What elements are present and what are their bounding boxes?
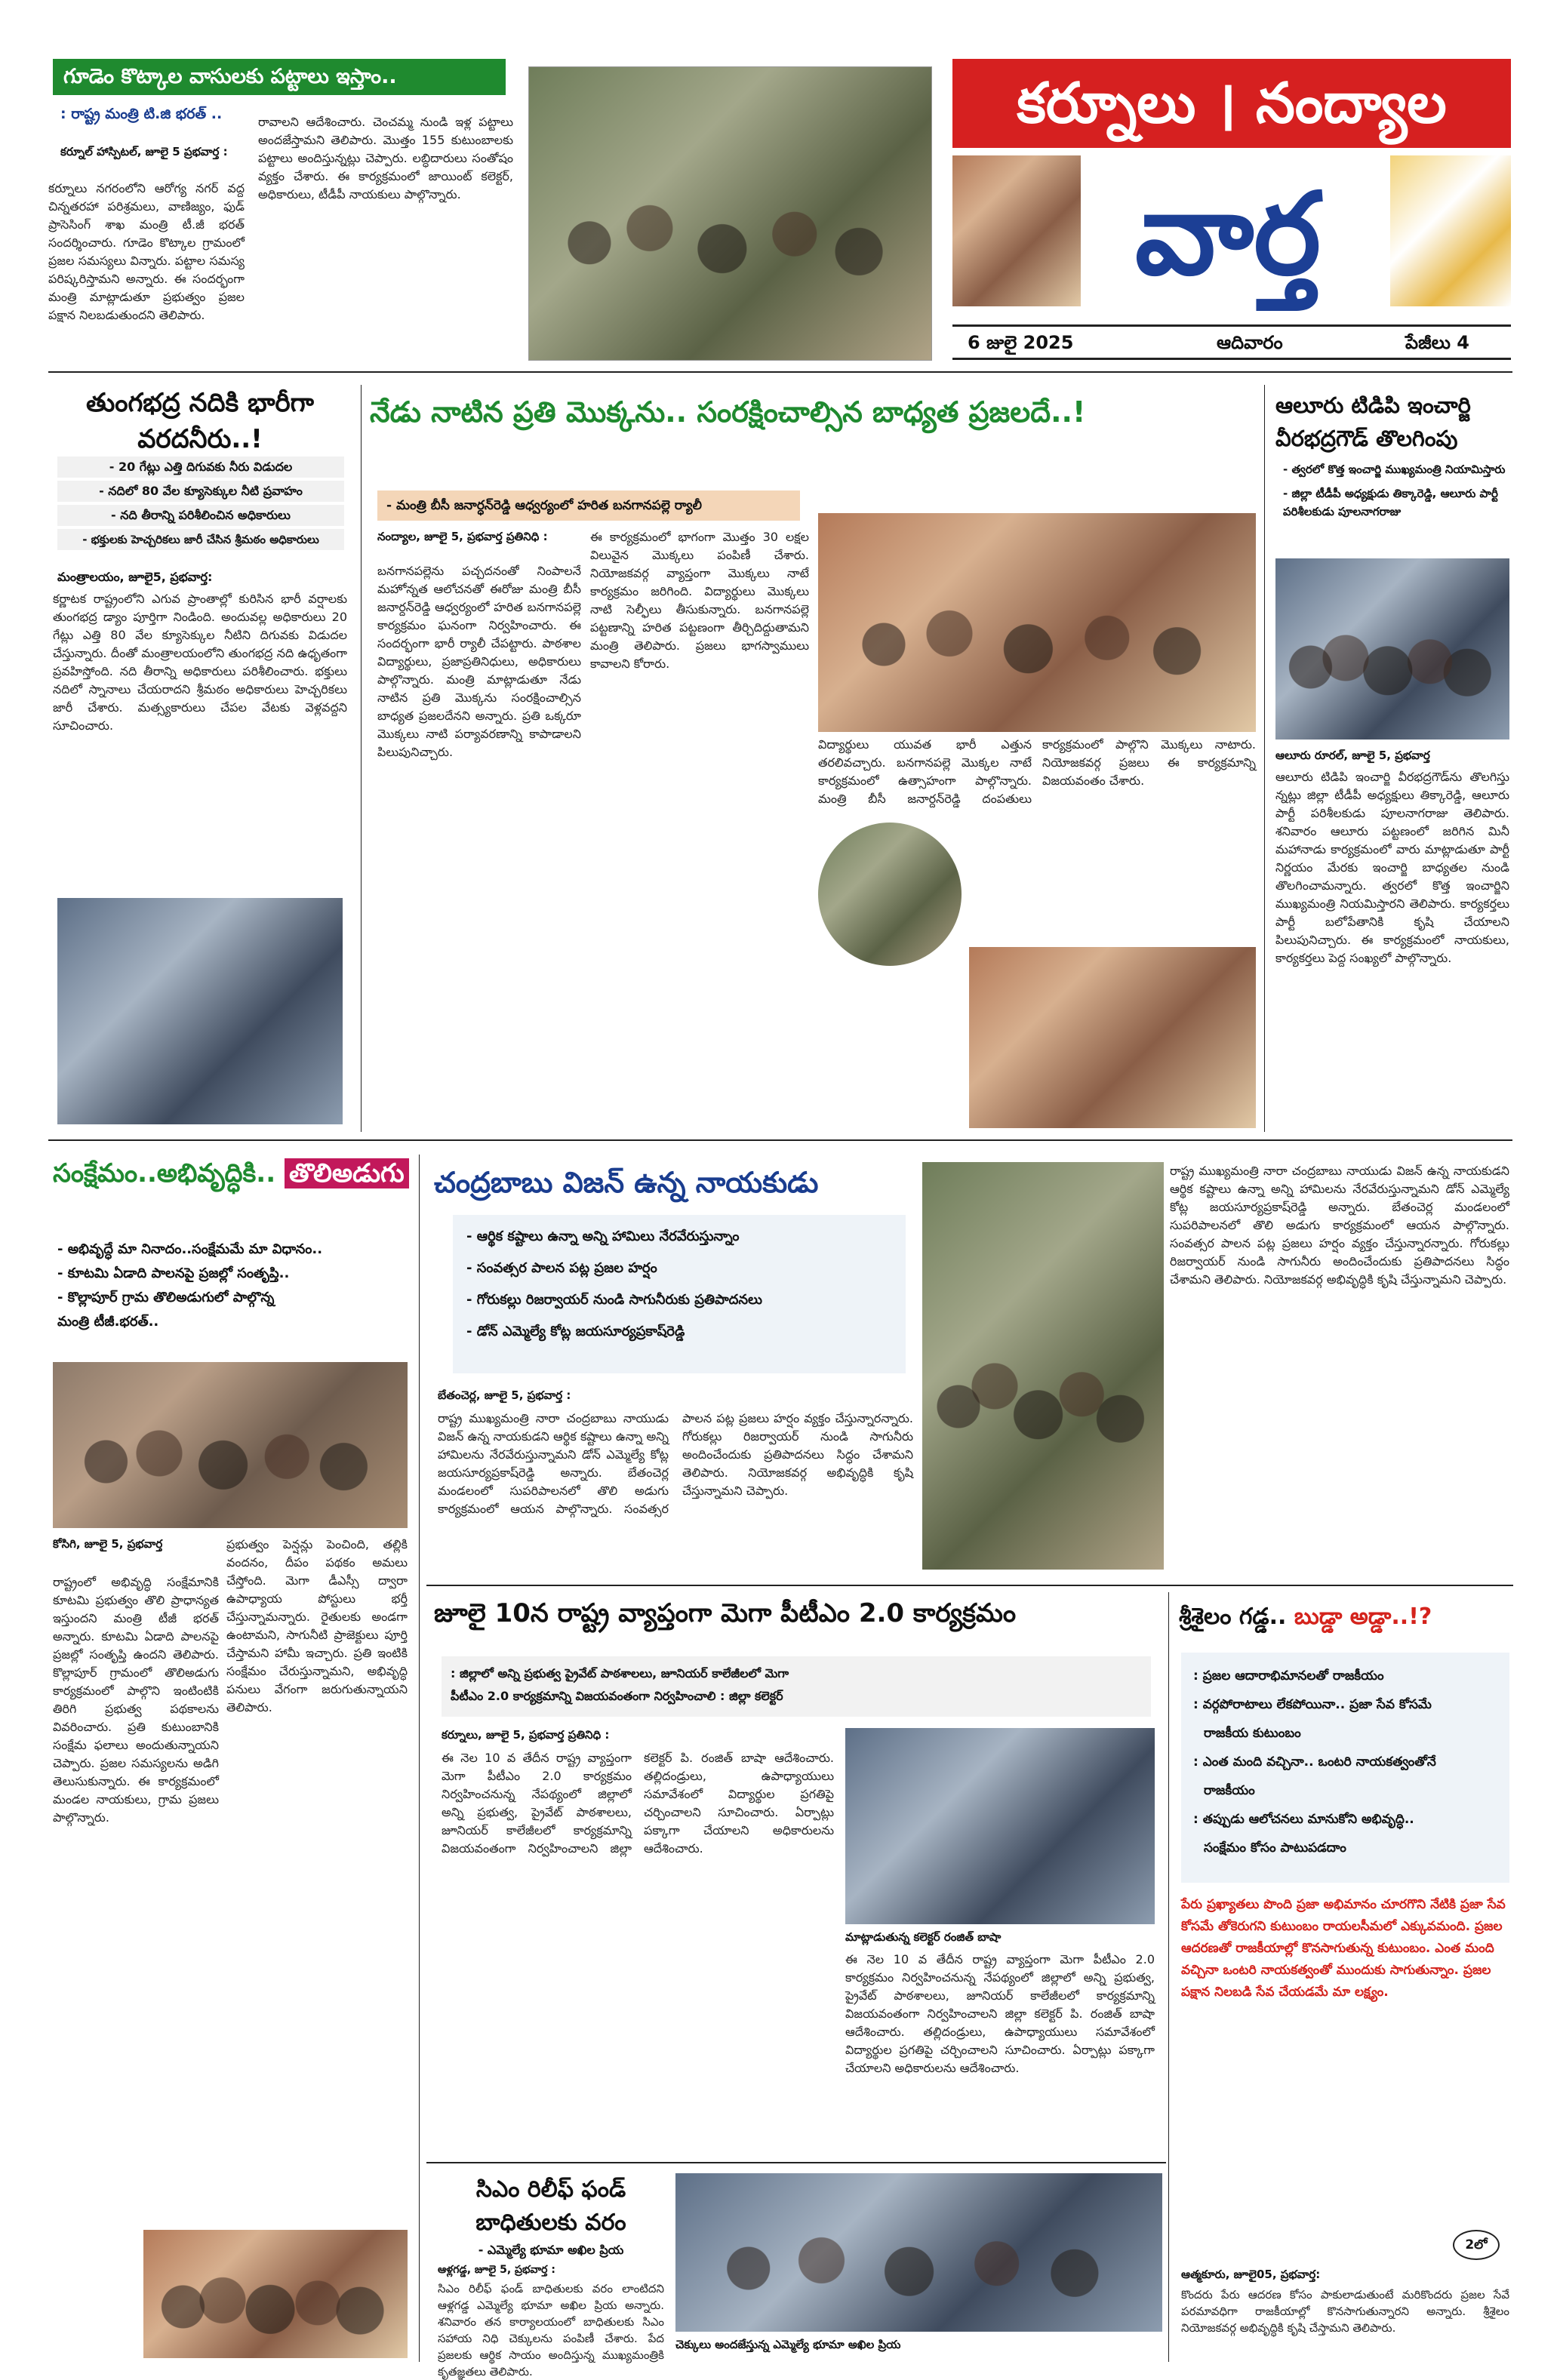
story1-headline: గూడెం కొట్కాల వాసులకు పట్టాలు ఇస్తాం.. [63,65,397,88]
story8-headline-b: బుడ్డా అడ్డా..!? [1294,1604,1432,1630]
story9-dateline: ఆళ్లగడ్డ, జూలై 5, ప్రభవార్త : [438,2264,555,2276]
row3-divider [426,1585,1513,1586]
story6-point: - గోరుకల్లు రిజర్వాయర్ నుండి సాగునీరుకు ప్రతిపాదనలు [466,1292,762,1308]
story5-crowd-photo [53,1362,408,1528]
row2-divider [48,1139,1512,1141]
story4-point: - త్వరలో కొత్త ఇంచార్జి ముఖ్యమంత్రి నియామిస్తారు [1283,463,1506,476]
masthead-fort-image [952,155,1081,306]
story5-body2: ప్రభుత్వం పెన్షన్లు పెంచింది, తల్లికి వందనం, దీపం పథకం అమలు చేస్తోంది. మెగా డీఎస్సీ ద్వారా ఉపాధ్యాయ పోస్టులు భర్తీ చేస్తున్నామన్నారు. రైతులకు అండగా ఉంటామని, సాగునీటి ప్రాజెక్టులు పూర్తి చేస్తామని హామీ ఇచ్చారు. ప్రతి ఇంటికి సంక్షేమం చేరుస్తున్నామని, అభివృద్ధి పనులు వేగంగా జరుగుతున్నాయని తెలిపారు. [226,1537,408,1714]
story3-body: బనగానపల్లెను పచ్చదనంతో నింపాలనే మహోన్నత ఆలోచనతో ఈరోజు మంత్రి బీసీ జనార్దన్‌రెడ్డి ఆధ్వర్యంలో హరిత బనగానపల్లె కార్యక్రమం ఘనంగా నిర్వహించారు. ఈ సందర్భంగా భారీ ర్యాలీ చేపట్టారు. పాఠశాల విద్యార్థులు, ప్రజాప్రతినిధులు, అధికారులు పాల్గొన్నారు. మంత్రి మాట్లాడుతూ నేడు నాటిన ప్రతి మొక్కను సంరక్షించాల్సిన బాధ్యత ప్రజలదేనని అన్నారు. ప్రతి ఒక్కరూ మొక్కలు నాటి పర్యావరణాన్ని కాపాడాలని పిలుపునిచ్చారు. [377,564,581,759]
story3-students-photo [818,823,962,966]
story1-dateline: కర్నూల్ హాస్పిటల్, జూలై 5 ప్రభవార్త : [60,145,228,158]
masthead-day: ఆదివారం [1217,332,1283,353]
masthead-page: పేజీలు 4 [1405,332,1469,353]
story3-crowd-photo [818,513,1256,732]
story2-headline [53,385,347,457]
masthead-rule [952,324,1511,327]
story4-headline-line2: వీరభద్రగౌడ్ తొలగింపు [1275,426,1458,451]
story3-dateline: నంద్యాల, జూలై 5, ప్రభవార్త ప్రతినిధి : [377,530,548,543]
story4-dateline: ఆలూరు రూరల్, జూలై 5, ప్రభవార్త [1275,749,1430,762]
story9-sub: - ఎమ్మెల్యే భూమా అఖిల ప్రియ [478,2243,624,2257]
col-divider-1 [361,385,362,1132]
masthead-nandi-image [1390,155,1511,306]
story2-point: - భక్తులకు హెచ్చరికలు జారీ చేసిన శ్రీమఠం అధికారులు [57,529,344,550]
story8-point: : ఎంత మంది వచ్చినా.. ఒంటరి నాయకత్వంతోనే [1193,1754,1436,1770]
story8-point: : ప్రజల ఆదారాభిమానలతో రాజకీయం [1193,1668,1384,1684]
col-divider-2 [1264,385,1265,1132]
masthead [952,59,1511,361]
story1-body-left: కర్నూలు నగరంలోని ఆరోగ్య నగర్ వద్ద చిన్నతరహా పరిశ్రమలు, వాణిజ్యం, ఫుడ్ ప్రాసెసింగ్ శాఖ మంత్రి టీ.జీ భరత్ సందర్శించారు. గూడెం కొట్కాల గ్రామంలో ప్రజల సమస్యలు విన్నారు. పట్టాల సమస్య పరిష్కరిస్తామని అన్నారు. ఈ సందర్భంగా మంత్రి మాట్లాడుతూ ప్రభుత్వం ప్రజల పక్షాన నిలబడుతుందని తెలిపారు. [48,181,245,322]
story1-crowd-photo [528,66,932,361]
story7-headline: జూలై 10న రాష్ట్ర వ్యాప్తంగా మెగా పీటీఎం 2.0 కార్యక్రమం [434,1598,1017,1628]
story2-headline-line1: తుంగభద్ర నదికి భారీగా [86,388,314,418]
story8-headline-a: శ్రీశైలం గడ్డ.. [1179,1604,1287,1630]
story9-body: సిఎం రిలీఫ్ ఫండ్ బాధితులకు వరం లాంటిదని ఆళ్లగడ్డ ఎమ్మెల్యే భూమా అఖిల ప్రియ అన్నారు. శనివారం తన కార్యాలయంలో బాధితులకు సిఎం సహాయ నిధి చెక్కులను పంపిణీ చేశారు. పేద ప్రజలకు ఆర్థిక సాయం అందిస్తున్న ముఖ్యమంత్రికి కృతజ్ఞతలు తెలిపారు. [438,2282,664,2378]
story2-headline-line2: వరదనీరు..! [137,424,263,454]
story8-body: కొందరు పేరు ఆదరణ కోసం పాకులాడుతుంటే మరికొందరు ప్రజల సేవే పరమావధిగా రాజకీయాల్లో కొనసాగుతున్నారని అన్నారు. శ్రీశైలం నియోజకవర్గ అభివృద్ధికి కృషి చేస్తామని తెలిపారు. [1181,2288,1509,2335]
story3-minister-photo [969,947,1256,1128]
story8-point: : వర్గపోరాటాలు లేకపోయినా.. ప్రజా సేవ కోసమే [1193,1697,1432,1712]
story1-headline-bar [53,59,506,95]
story5-minister-photo [143,2230,408,2358]
story1-body-right: రావాలని ఆదేశించారు. చెంచమ్మ నుండి ఇళ్ల పట్టాలు అందజేస్తామని తెలిపారు. మొత్తం 155 కుటుంబాలకు పట్టాలు అందిస్తున్నట్లు చెప్పారు. లబ్ధిదారులు సంతోషం వ్యక్తం చేశారు. ఈ కార్యక్రమంలో జాయింట్ కలెక్టర్, అధికారులు, టీడీపీ నాయకులు పాల్గొన్నారు. [258,115,513,201]
story8-quote: పేరు ప్రఖ్యాతలు పొంది ప్రజా అభిమానం చూరగొని నేటికి ప్రజా సేవ కోసమే తోకెరుగని కుటుంబం రాయలసీమలో ఎక్కువమంది. ప్రజల ఆదరణతో రాజకీయాల్లో కొనసాగుతున్న కుటుంబం. ఎంత మంది వచ్చినా ఒంటరి నాయకత్వంతో ముందుకు సాగుతున్నాం. ప్రజల పక్షాన నిలబడి సేవ చేయడమే మా లక్ష్యం. [1181,1897,1506,2000]
story3-headline: నేడు నాటిన ప్రతి మొక్కను.. సంరక్షించాల్సిన బాధ్యత ప్రజలదే..! [370,395,1086,429]
row4-divider [426,2162,1166,2163]
story8-point: సంక్షేమం కోసం పాటుపడదాం [1204,1840,1346,1856]
story3-sub: - మంత్రి బీసీ జనార్ధన్‌రెడ్డి ఆధ్వర్యంలో హరిత బనగానపల్లె ర్యాలీ [386,498,702,513]
masthead-region: కర్నూలు । నంద్యాల [1017,71,1447,136]
story3-sub-bar [377,490,800,521]
story6-point: - డోన్ ఎమ్మెల్యే కోట్ల జయసూర్యప్రకాష్‌రెడ్డి [466,1324,685,1339]
story7-sub2: పీటీఎం 2.0 కార్యక్రమాన్ని విజయవంతంగా నిర్వహించాలి : జిల్లా కలెక్టర్ [451,1689,783,1703]
story5-point: మంత్రి టీజీ.భరత్.. [57,1314,159,1330]
story4-points [1283,460,1509,521]
story6-photo [922,1162,1164,1570]
story9-caption: చెక్కులు అందజేస్తున్న ఎమ్మెల్యే భూమా అఖిల ప్రియ [675,2338,901,2351]
story7-body2: ఈ నెల 10 వ తేదీన రాష్ట్ర వ్యాప్తంగా మెగా పీటీఎం 2.0 కార్యక్రమం నిర్వహించనున్న నేపథ్యంలో జిల్లాలో అన్ని ప్రభుత్వ, ప్రైవేట్ పాఠశాలలు, జూనియర్ కాలేజీలలో కార్యక్రమాన్ని విజయవంతంగా నిర్వహించాలని జిల్లా కలెక్టర్ పి. రంజిత్ బాషా ఆదేశించారు. తల్లిదండ్రులు, ఉపాధ్యాయులు సమావేశంలో విద్యార్థుల ప్రగతిపై చర్చించాలని సూచించారు. ఏర్పాట్లు పక్కాగా చేయాలని అధికారులను ఆదేశించారు. [845,1952,1155,2075]
story9-headline [438,2173,664,2261]
story9-headline-line1: సిఎం రిలీఫ్ ఫండ్ [475,2176,626,2203]
masthead-paper-name: వార్త [1134,169,1322,300]
story9-photo [675,2173,1162,2332]
story4-body: ఆలూరు టిడిపి ఇంచార్జి వీరభద్రగౌడ్‌ను తొలగిస్తు న్నట్లు జిల్లా టీడీపీ అధ్యక్షులు తిక్కారెడ్డి, ఆలూరు పార్టీ పరిశీలకుడు పూలనాగరాజు తెలిపారు. శనివారం ఆలూరు పట్టణంలో జరిగిన మినీ మహానాడు కార్యక్రమంలో వారు మాట్లాడుతూ పార్టీ నిర్ణయం మేరకు ఇంచార్జి బాధ్యతల నుండి తొలగించామన్నారు. త్వరలో కొత్త ఇంచార్జిని ముఖ్యమంత్రి నియమిస్తారని తెలిపారు. కార్యకర్తలు పార్టీ బలోపేతానికి కృషి చేయాలని పిలుపునిచ్చారు. ఈ కార్యక్రమంలో నాయకులు, కార్యకర్తలు పెద్ద సంఖ్యలో పాల్గొన్నారు. [1275,770,1509,965]
story5-points [57,1238,389,1334]
story8-points [1181,1653,1509,1883]
story6-point: - ఆర్థిక కష్టాలు ఉన్నా అన్ని హామిలు నేరవేరుస్తున్నాం [466,1228,740,1244]
story6-dateline: బేతంచెర్ల, జూలై 5, ప్రభవార్త : [438,1388,571,1402]
masthead-region-bar [952,59,1511,148]
col-divider-4 [1168,1592,1169,2362]
story9-headline-line2: బాధితులకు వరం [475,2209,626,2236]
story2-body: కర్ణాటక రాష్ట్రంలోని ఎగువ ప్రాంతాల్లో కురిసిన భారీ వర్షాలకు తుంగభద్ర డ్యాం పూర్తిగా నిండింది. అందువల్ల అధికారులు 20 గేట్లు ఎత్తి 80 వేల క్యూసెక్కుల నీటిని దిగువకు విడుదల చేస్తున్నారు. దీంతో మంత్రాలయంలోని తుంగభద్ర నది ఉధృతంగా ప్రవహిస్తోంది. నది తీరాన్ని అధికారులు పరిశీలించారు. భక్తులు నదిలో స్నానాలు చేయరాదని శ్రీమఠం అధికారులు హెచ్చరికలు జారీ చేశారు. మత్స్యకారులు చేపల వేటకు వెళ్లవద్దని సూచించారు. [53,592,347,733]
story5-headline-a: సంక్షేమం..అభివృద్ధికి.. [53,1158,276,1188]
story5-point: - కూటమి ఏడాది పాలనపై ప్రజల్లో సంతృప్తి.. [57,1265,290,1281]
masthead-rule-bottom [952,358,1511,360]
story8-point: రాజకీయ కుటుంబం [1204,1726,1301,1741]
masthead-date: 6 జులై 2025 [968,332,1074,353]
col-divider-3 [419,1155,420,2362]
story2-point: - నదిలో 80 వేల క్యూసెక్కుల నీటి ప్రవాహం [57,481,344,502]
story5-point: - అభివృద్ధే మా నినాదం..సంక్షేమమే మా విధానం.. [57,1241,323,1257]
story7-caption: మాట్లాడుతున్న కలెక్టర్ రంజిత్ బాషా [845,1930,1002,1944]
story2-points [57,457,344,550]
story7-sub-box [442,1656,1151,1717]
story6-headline: చంద్రబాబు విజన్ ఉన్న నాయకుడు [434,1166,819,1199]
story2-dateline: మంత్రాలయం, జూలై5, ప్రభవార్త: [57,570,213,584]
story8-dateline: ఆత్మకూరు, జూలై05, ప్రభవార్త: [1181,2268,1321,2281]
story5-point: - కొల్లాపూర్ గ్రామ తొలిఅడుగులో పాల్గొన్న [57,1290,275,1305]
story7-collector-photo [845,1728,1155,1924]
story4-headline [1275,389,1517,455]
row1-divider [48,371,1512,373]
story8-badge: 2లో [1453,2230,1500,2260]
story6-body-right: రాష్ట్ర ముఖ్యమంత్రి నారా చంద్రబాబు నాయుడు విజన్ ఉన్న నాయకుడని ఆర్థిక కష్టాలు ఉన్నా అన్ని హామిలను నేరవేరుస్తున్నామని డోన్ ఎమ్మెల్యే కోట్ల జయసూర్యప్రకాష్‌రెడ్డి అన్నారు. బేతంచెర్ల మండలంలో సుపరిపాలనలో తొలి అడుగు కార్యక్రమంలో ఆయన పాల్గొన్నారు. సంవత్సర పాలన పట్ల ప్రజలు హర్షం వ్యక్తం చేస్తున్నారన్నారు. గోరుకల్లు రిజర్వాయర్ నుండి సాగునీరు అందించేందుకు ప్రతిపాదనలు సిద్ధం చేశామని తెలిపారు. నియోజకవర్గ అభివృద్ధికి కృషి చేస్తున్నామని చెప్పారు. [1170,1164,1509,1287]
story4-headline-line1: ఆలూరు టిడిపి ఇంచార్జి [1275,392,1471,418]
story8-point: : తప్పుడు ఆలోచనలు మానుకోని అభివృద్ధి.. [1193,1812,1414,1827]
story1-sub: : రాష్ట్ర మంత్రి టి.జి భరత్ .. [60,106,223,122]
story6-points [453,1215,906,1373]
story7-dateline: కర్నూలు, జూలై 5, ప్రభవార్త ప్రతినిధి : [442,1728,610,1742]
story5-dateline: కోసిగి, జూలై 5, ప్రభవార్త [53,1537,163,1551]
story3-body3: విద్యార్థులు యువత భారీ ఎత్తున తరలివచ్చారు. బనగానపల్లె మొక్కల నాటే కార్యక్రమంలో ఉత్సాహంగా పాల్గొన్నారు. మంత్రి బీసీ జనార్దన్‌రెడ్డి దంపతులు కార్యక్రమంలో పాల్గొని మొక్కలు నాటారు. నియోజకవర్గ ప్రజలు ఈ కార్యక్రమాన్ని విజయవంతం చేశారు. [818,737,1256,806]
story2-point: - 20 గేట్లు ఎత్తి దిగువకు నీరు విడుదల [57,457,344,478]
story5-body: రాష్ట్రంలో అభివృద్ధి సంక్షేమానికి కూటమి ప్రభుత్వం తొలి ప్రాధాన్యత ఇస్తుందని మంత్రి టీజీ భరత్ అన్నారు. కూటమి ఏడాది పాలనపై ప్రజల్లో సంతృప్తి ఉందని తెలిపారు. కొల్లాపూర్ గ్రామంలో తొలిఅడుగు కార్యక్రమంలో పాల్గొని ఇంటింటికి తిరిగి ప్రభుత్వ పథకాలను వివరించారు. ప్రతి కుటుంబానికి సంక్షేమ ఫలాలు అందుతున్నాయని చెప్పారు. ప్రజల సమస్యలను అడిగి తెలుసుకున్నారు. ఈ కార్యక్రమంలో మండల నాయకులు, గ్రామ ప్రజలు పాల్గొన్నారు. [53,1575,219,1825]
story5-headline [53,1155,445,1192]
story6-point: - సంవత్సర పాలన పట్ల ప్రజల హర్షం [466,1260,657,1276]
story6-body: రాష్ట్ర ముఖ్యమంత్రి నారా చంద్రబాబు నాయుడు విజన్ ఉన్న నాయకుడని ఆర్థిక కష్టాలు ఉన్నా అన్ని హామిలను నేరవేరుస్తున్నామని డోన్ ఎమ్మెల్యే కోట్ల జయసూర్యప్రకాష్‌రెడ్డి అన్నారు. బేతంచెర్ల మండలంలో సుపరిపాలనలో తొలి అడుగు కార్యక్రమంలో ఆయన పాల్గొన్నారు. సంవత్సర పాలన పట్ల ప్రజలు హర్షం వ్యక్తం చేస్తున్నారన్నారు. గోరుకల్లు రిజర్వాయర్ నుండి సాగునీరు అందించేందుకు ప్రతిపాదనలు సిద్ధం చేశామని తెలిపారు. నియోజకవర్గ అభివృద్ధికి కృషి చేస్తున్నామని చెప్పారు. [438,1411,913,1516]
story2-point: - నది తీరాన్ని పరిశీలించిన అధికారులు [57,505,344,526]
story5-headline-b: తొలిఅడుగు [285,1158,409,1188]
story7-sub1: : జిల్లాలో అన్ని ప్రభుత్వ ప్రైవేట్ పాఠశాలలు, జూనియర్ కాలేజీలలో మెగా [451,1666,789,1680]
story4-point: - జిల్లా టీడీపీ అధ్యక్షుడు తిక్కారెడ్డి, ఆలూరు పార్టీ పరిశీలకుడు పూలనాగరాజు [1283,487,1498,518]
story3-body2: ఈ కార్యక్రమంలో భాగంగా మొత్తం 30 లక్షల విలువైన మొక్కలు పంపిణీ చేశారు. నియోజకవర్గ వ్యాప్తంగా మొక్కలు నాటే కార్యక్రమం జరిగింది. విద్యార్థులు మొక్కలు నాటి సెల్ఫీలు తీసుకున్నారు. బనగానపల్లె పట్టణాన్ని హరిత పట్టణంగా తీర్చిదిద్దుతామని మంత్రి తెలిపారు. ప్రజలు భాగస్వాములు కావాలని కోరారు. [590,530,809,671]
story8-point: రాజకీయం [1204,1783,1255,1798]
story2-river-photo [57,898,343,1124]
story7-body: ఈ నెల 10 వ తేదీన రాష్ట్ర వ్యాప్తంగా మెగా పీటీఎం 2.0 కార్యక్రమం నిర్వహించనున్న నేపథ్యంలో జిల్లాలో అన్ని ప్రభుత్వ, ప్రైవేట్ పాఠశాలలు, జూనియర్ కాలేజీలలో కార్యక్రమాన్ని విజయవంతంగా నిర్వహించాలని జిల్లా కలెక్టర్ పి. రంజిత్ బాషా ఆదేశించారు. తల్లిదండ్రులు, ఉపాధ్యాయులు సమావేశంలో విద్యార్థుల ప్రగతిపై చర్చించాలని సూచించారు. ఏర్పాట్లు పక్కాగా చేయాలని అధికారులను ఆదేశించారు. [442,1751,834,1856]
story8-headline [1179,1596,1511,1638]
story4-photo [1275,558,1509,740]
